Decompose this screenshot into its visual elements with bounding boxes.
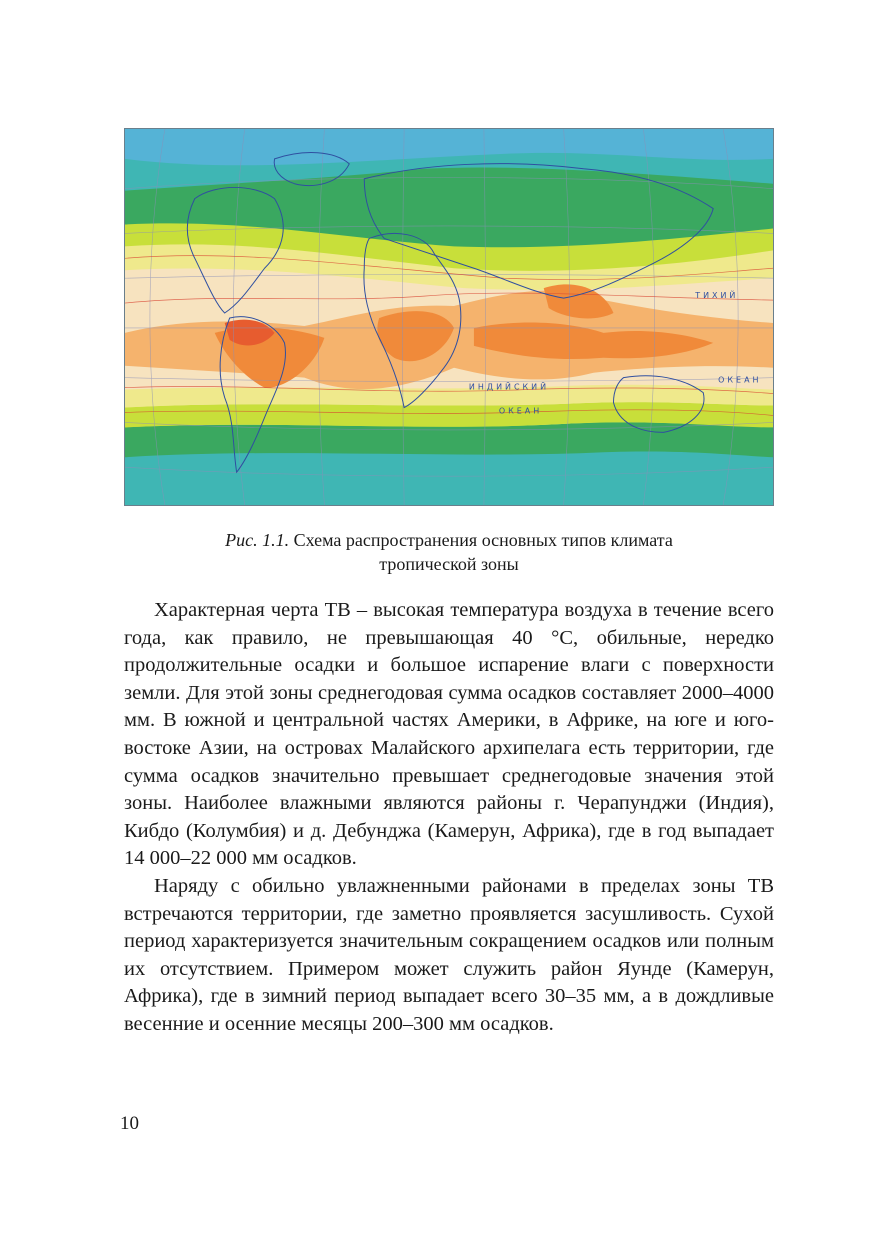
caption-text-line2: тропической зоны bbox=[379, 554, 519, 574]
pacific-label-right: ТИХИЙ bbox=[695, 291, 739, 301]
body-text bbox=[124, 597, 774, 1039]
caption-label: Рис. 1.1. bbox=[225, 530, 290, 550]
figure-caption bbox=[124, 528, 774, 576]
climate-map-figure bbox=[124, 128, 774, 506]
southern-cyan-band bbox=[125, 451, 773, 505]
paragraph: Наряду с обильно увлажненными районами в пределах зоны ТВ встречаются территории, где заметно проявляется засушливость. Сухой период характеризуется значительным сокращением осадков или полным их отсутствием. Примером может служить район Яунде (Камерун, Африка), где в зимний период выпадает всего 30–35 мм, а в дождливые весенние и осенние месяцы 200–300 мм осадков. bbox=[124, 874, 774, 1035]
climate-map bbox=[125, 129, 773, 505]
indian-ocean-label: ИНДИЙСКИЙ bbox=[468, 382, 550, 392]
pacific-ocean-label-right: ОКЕАН bbox=[718, 375, 762, 385]
caption-text: Схема распространения основных типов климата bbox=[293, 530, 673, 550]
indian-ocean-label-2: ОКЕАН bbox=[498, 406, 543, 416]
paragraph: Характерная черта ТВ – высокая температура воздуха в течение всего года, как правило, не превышающая 40 °С, обильные, нередко продолжительные осадки и большое испарение влаги с поверхности земли. Для этой зоны среднегодовая сумма осадков составляет 2000–4000 мм. В южной и центральной частях Америки, в Африке, на юге и юго-востоке Азии, на островах Малайского архипелага есть территории, где сумма осадков значительно превышает среднегодовые значения этой зоны. Наиболее влажными являются районы г. Черапунджи (Индия), Кибдо (Колумбия) и д. Дебунджа (Камерун, Африка), где в год выпадает 14 000–22 000 мм осадков. bbox=[124, 599, 774, 870]
page-number: 10 bbox=[120, 1113, 139, 1134]
